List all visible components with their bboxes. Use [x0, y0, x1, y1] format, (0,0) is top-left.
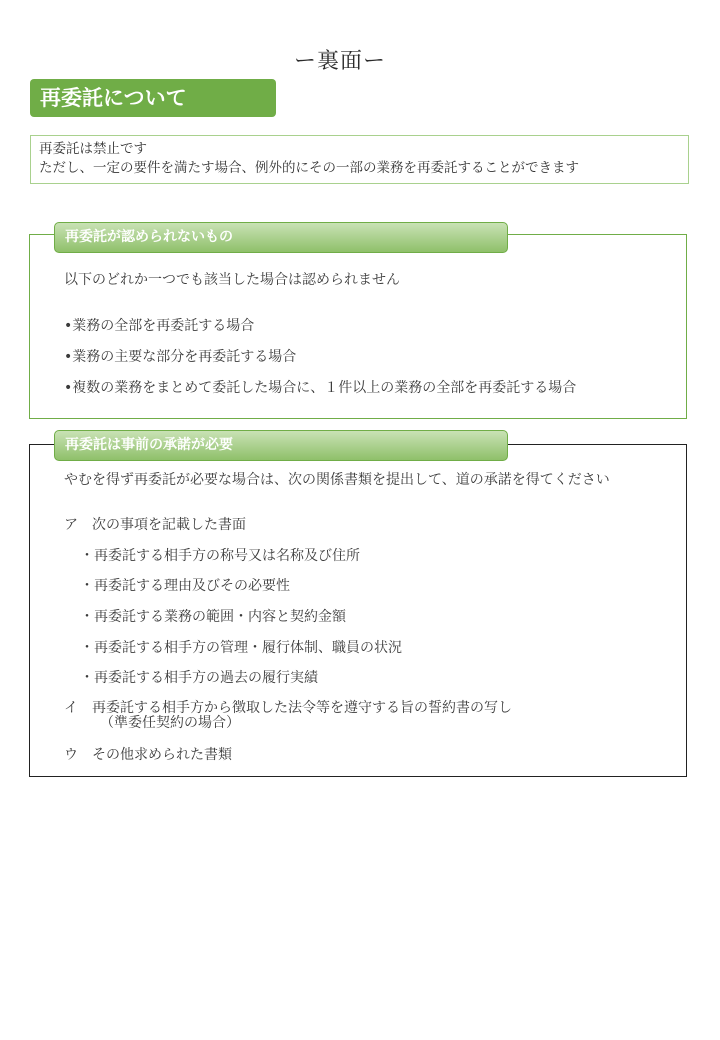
page-heading: ー裏面ー — [293, 49, 386, 74]
section-title: 再委託について — [30, 79, 276, 117]
sub-list-item: ・再委託する相手方の過去の履行実績 — [80, 670, 318, 686]
list-item: •複数の業務をまとめて委託した場合に、１件以上の業務の全部を再委託する場合 — [64, 380, 577, 396]
intro-line-2: ただし、一定の要件を満たす場合、例外的にその一部の業務を再委託することができます — [39, 160, 579, 176]
intro-box — [30, 135, 689, 184]
list-item-i: イ 再委託する相手方から徴取した法令等を遵守する旨の誓約書の写し — [64, 700, 512, 716]
panel-not-permitted-title: 再委託が認められないもの — [54, 222, 508, 253]
sub-list-item: ・再委託する相手方の称号又は名称及び住所 — [80, 548, 360, 564]
sub-list-item: ・再委託する相手方の管理・履行体制、職員の状況 — [80, 640, 402, 656]
panel-prior-approval-title: 再委託は事前の承諾が必要 — [54, 430, 508, 461]
list-item: •業務の全部を再委託する場合 — [64, 318, 255, 334]
panel-prior-approval-lead: やむを得ず再委託が必要な場合は、次の関係書類を提出して、道の承諾を得てください — [64, 472, 610, 488]
panel-not-permitted — [29, 229, 687, 419]
intro-line-1: 再委託は禁止です — [39, 141, 147, 157]
panel-prior-approval — [29, 437, 687, 777]
list-item-a: ア 次の事項を記載した書面 — [64, 517, 246, 533]
list-item-i-note: （準委任契約の場合） — [100, 715, 240, 731]
sub-list-item: ・再委託する業務の範囲・内容と契約金額 — [80, 609, 346, 625]
panel-not-permitted-lead: 以下のどれか一つでも該当した場合は認められません — [64, 272, 400, 288]
list-item: •業務の主要な部分を再委託する場合 — [64, 349, 297, 365]
list-item-u: ウ その他求められた書類 — [64, 747, 232, 763]
sub-list-item: ・再委託する理由及びその必要性 — [80, 578, 290, 594]
